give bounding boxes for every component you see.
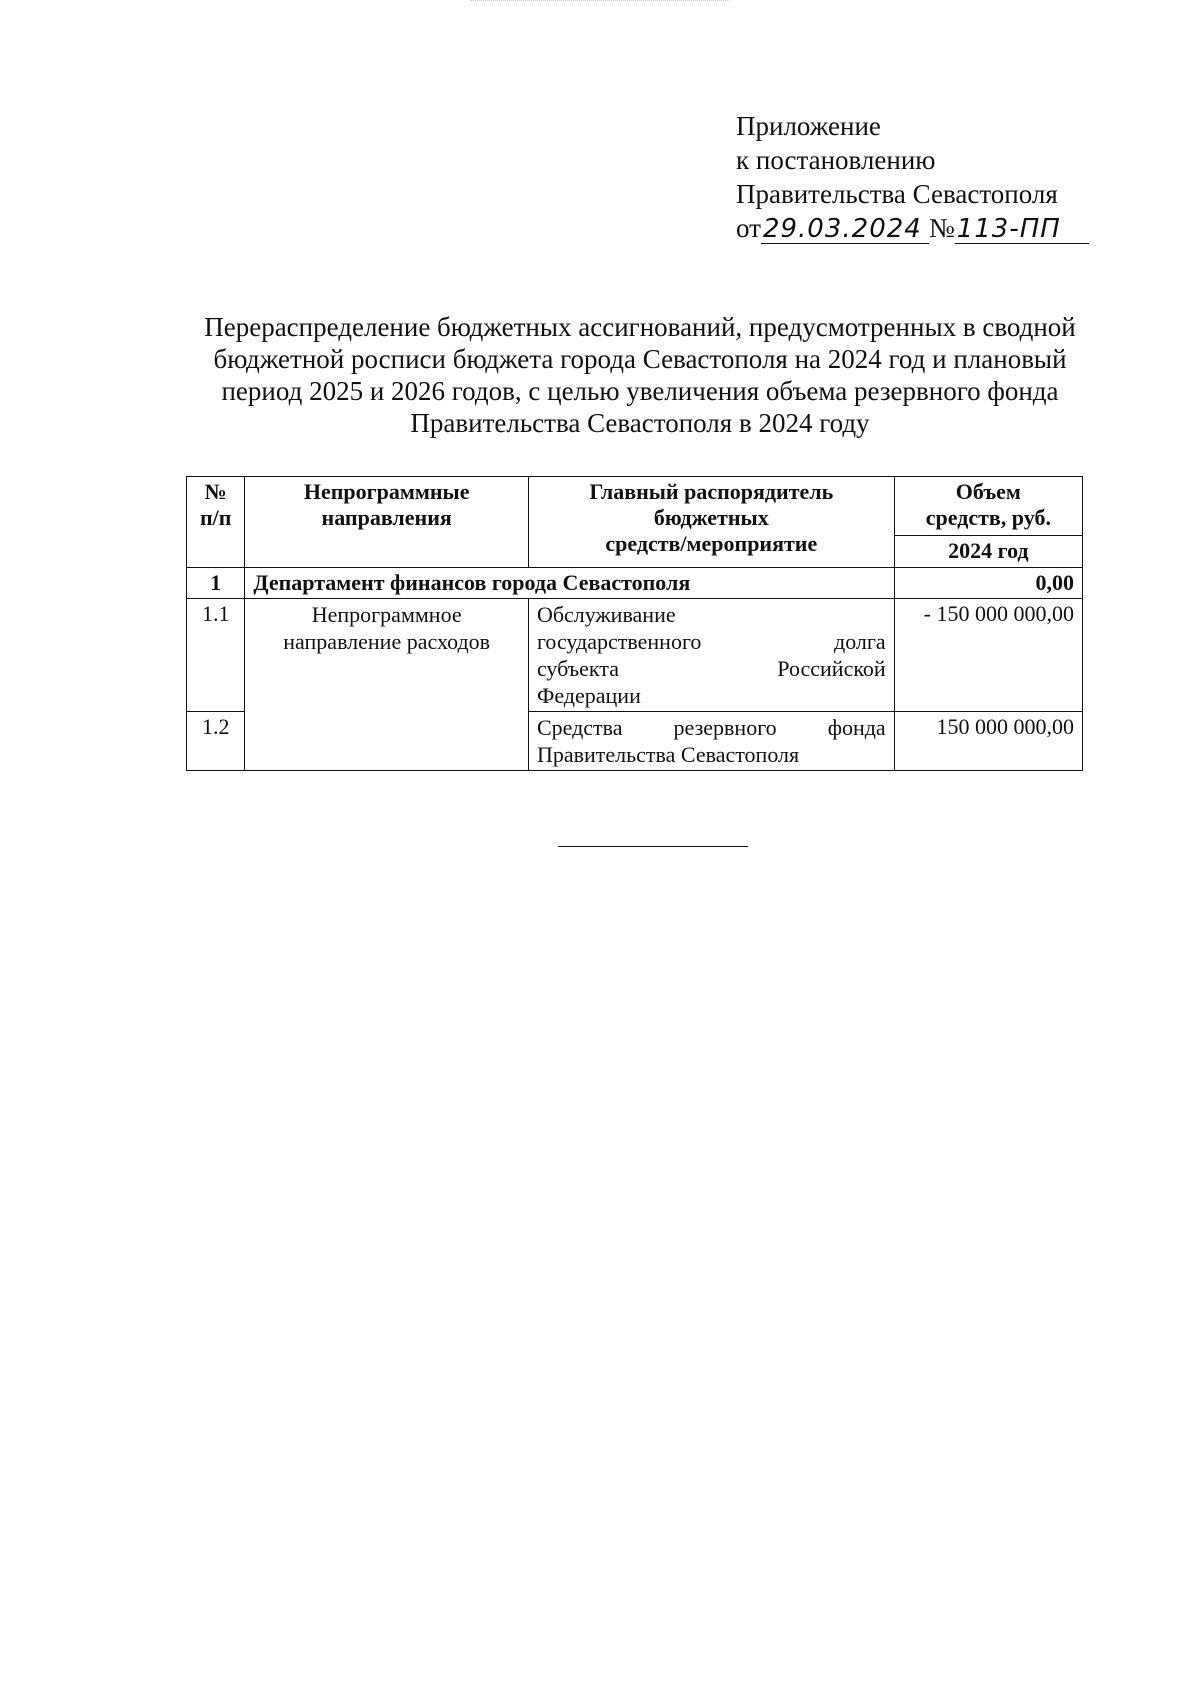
table-row [187, 599, 1083, 712]
document-title [160, 311, 1120, 439]
table-header-row [187, 477, 1083, 536]
row-direction [245, 599, 529, 771]
row-manager-line-4: Федерации [536, 683, 641, 708]
row-num: 1.2 [187, 712, 245, 771]
header-manager-line-3: средств/мероприятие [605, 531, 818, 556]
appendix-date-line [736, 211, 1089, 245]
dept-name: Департамент финансов города Севастополя [245, 568, 894, 599]
title-line-1: Перераспределение бюджетных ассигнований, предусмотренных в сводной [204, 312, 1076, 342]
appendix-block [736, 109, 1089, 245]
header-amount-line-2: средств, руб. [925, 505, 1051, 530]
header-num-line-1: № [204, 479, 227, 504]
appendix-line-2: к постановлению [736, 145, 936, 175]
row-manager-line-2: государственного долга [536, 629, 886, 654]
table-row-dept [187, 568, 1083, 599]
header-manager-line-2: бюджетных [653, 505, 769, 530]
dept-num: 1 [187, 568, 245, 599]
row-manager [528, 712, 894, 771]
title-line-4: Правительства Севастополя в 2024 году [410, 408, 870, 438]
title-line-3: период 2025 и 2026 годов, с целью увеличения объема резервного фонда [221, 376, 1059, 406]
row-manager-line-3: субъекта Российской [536, 656, 886, 681]
row-direction-line-1: Непрограммное [311, 602, 462, 627]
row-manager [528, 599, 894, 712]
header-year: 2024 год [894, 535, 1082, 567]
header-amount-line-1: Объем [955, 479, 1021, 504]
header-amount [894, 477, 1082, 536]
header-manager [528, 477, 894, 568]
row-num: 1.1 [187, 599, 245, 712]
row-manager-line-1: Обслуживание [536, 602, 676, 627]
header-num-line-2: п/п [199, 505, 232, 530]
allocation-table [186, 476, 1083, 771]
row-manager-line-2: Правительства Севастополя [536, 742, 800, 767]
row-manager-line-1: Средства резервного фонда [536, 715, 886, 740]
title-line-2: бюджетной росписи бюджета города Севастополя на 2024 год и плановый [213, 344, 1067, 374]
dept-amount: 0,00 [894, 568, 1082, 599]
header-manager-line-1: Главный распорядитель [589, 479, 834, 504]
row-direction-line-2: направление расходов [283, 629, 491, 654]
number-prefix: № [928, 213, 955, 243]
scan-artifact [470, 0, 730, 4]
handwritten-number: 113-ПП [955, 215, 1089, 244]
closing-rule [558, 846, 748, 847]
appendix-line-1: Приложение [736, 111, 881, 141]
row-amount: - 150 000 000,00 [894, 599, 1082, 712]
appendix-line-3: Правительства Севастополя [736, 179, 1058, 209]
header-direction: Непрограммные направления [245, 477, 529, 568]
handwritten-date: 29.03.2024 [761, 215, 929, 244]
row-amount: 150 000 000,00 [894, 712, 1082, 771]
header-num [187, 477, 245, 568]
date-prefix: от [736, 213, 761, 243]
